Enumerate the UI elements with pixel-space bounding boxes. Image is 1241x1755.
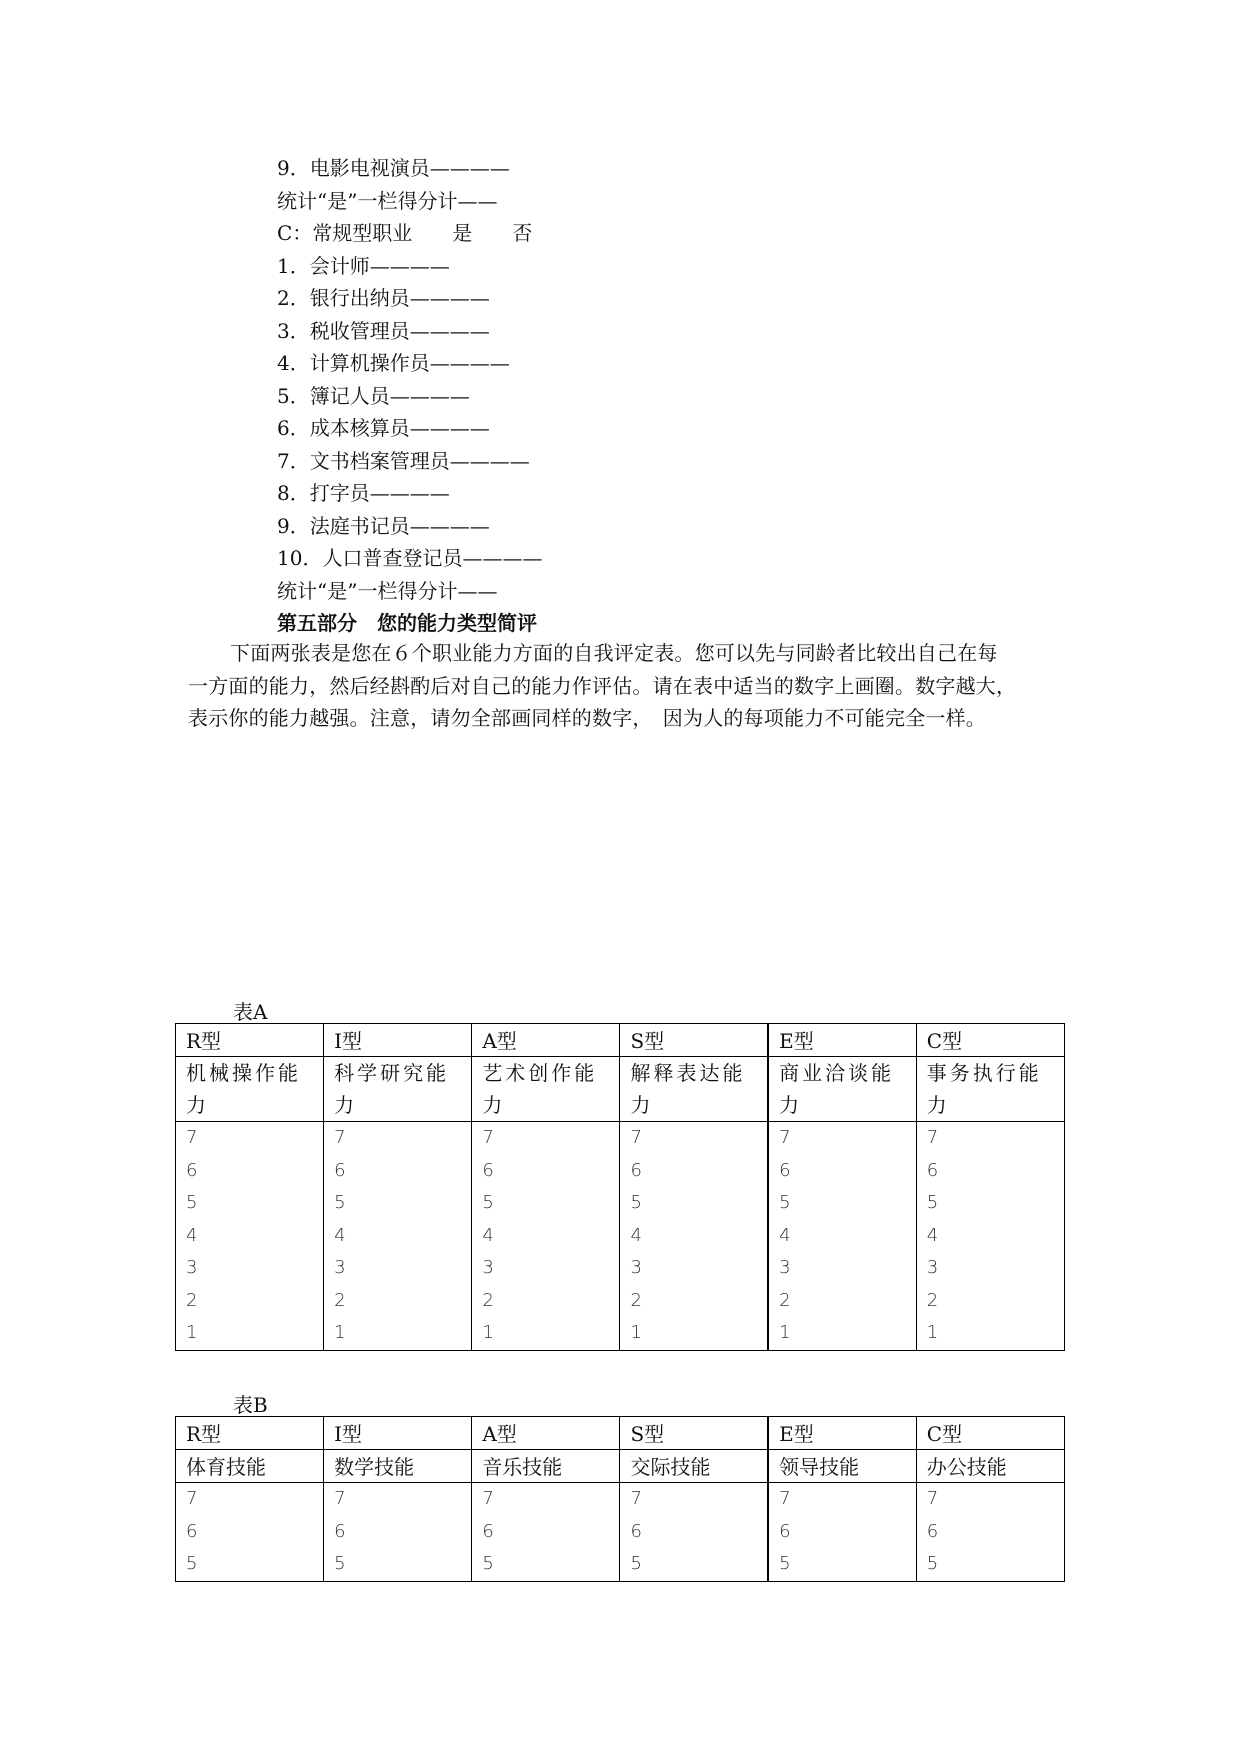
- score-cell: 7 6 5: [768, 1483, 916, 1582]
- score-cell: 7 6 5 4 3 2 1: [768, 1122, 916, 1351]
- list-line: 3．税收管理员————: [277, 318, 490, 343]
- table-cell: 事务执行能力: [916, 1057, 1064, 1122]
- score-cell: 7 6 5 4 3 2 1: [324, 1122, 472, 1351]
- table-cell: 机械操作能力: [176, 1057, 324, 1122]
- table-cell: 数学技能: [324, 1450, 472, 1483]
- table-row: [176, 1024, 1065, 1057]
- score-cell: 7 6 5: [472, 1483, 620, 1582]
- paragraph-line: 表示你的能力越强。注意，请勿全部画同样的数字， 因为人的每项能力不可能完全一样。: [188, 706, 986, 730]
- table-row: [176, 1057, 1065, 1122]
- paragraph-line: 一方面的能力，然后经斟酌后对自己的能力作评估。请在表中适当的数字上画圈。数字越大，: [188, 673, 1017, 698]
- score-cell: 7 6 5: [620, 1483, 768, 1582]
- table-cell: R型: [176, 1024, 324, 1057]
- list-line: 7．文书档案管理员————: [277, 448, 530, 473]
- score-cell: 7 6 5 4 3 2 1: [620, 1122, 768, 1351]
- table-a: [175, 1023, 1065, 1351]
- table-cell: 体育技能: [176, 1450, 324, 1483]
- table-row: [176, 1417, 1065, 1450]
- table-cell: E型: [768, 1417, 916, 1450]
- list-line: 统计“是”一栏得分计——: [277, 578, 498, 603]
- table-cell: S型: [620, 1417, 768, 1450]
- section-heading: 第五部分 您的能力类型简评: [277, 611, 537, 635]
- occupation-list: [277, 152, 1037, 640]
- table-row: [176, 1122, 1065, 1351]
- table-cell: 办公技能: [916, 1450, 1064, 1483]
- score-cell: 7 6 5 4 3 2 1: [176, 1122, 324, 1351]
- table-cell: C型: [916, 1417, 1064, 1450]
- list-line: 1．会计师————: [277, 253, 450, 278]
- intro-paragraph: [188, 637, 1063, 735]
- table-cell: 商业洽谈能力: [768, 1057, 916, 1122]
- table-b: [175, 1416, 1065, 1582]
- list-line: 10．人口普查登记员————: [277, 546, 543, 570]
- table-cell: S型: [620, 1024, 768, 1057]
- table-cell: 交际技能: [620, 1450, 768, 1483]
- table-cell: A型: [472, 1417, 620, 1450]
- table-cell: 解释表达能力: [620, 1057, 768, 1122]
- list-line: 6．成本核算员————: [277, 416, 490, 440]
- list-line: 2．银行出纳员————: [277, 286, 490, 310]
- list-line: 统计“是”一栏得分计——: [277, 188, 498, 213]
- table-cell: 音乐技能: [472, 1450, 620, 1483]
- table-cell: 艺术创作能力: [472, 1057, 620, 1122]
- list-line: 9．法庭书记员————: [277, 513, 490, 538]
- table-a-caption: 表A: [233, 1000, 268, 1024]
- table-cell: 科学研究能力: [324, 1057, 472, 1122]
- table-row: [176, 1450, 1065, 1483]
- table-cell: E型: [768, 1024, 916, 1057]
- table-row: [176, 1483, 1065, 1582]
- list-line: 5．簿记人员————: [277, 383, 470, 408]
- paragraph-line: 下面两张表是您在６个职业能力方面的自我评定表。您可以先与同龄者比较出自己在每: [230, 641, 998, 665]
- table-cell: R型: [176, 1417, 324, 1450]
- score-cell: 7 6 5: [324, 1483, 472, 1582]
- table-b-caption: 表B: [233, 1393, 268, 1417]
- score-cell: 7 6 5 4 3 2 1: [472, 1122, 620, 1351]
- list-line: 9．电影电视演员————: [277, 156, 510, 180]
- score-cell: 7 6 5: [176, 1483, 324, 1582]
- table-cell: I型: [324, 1417, 472, 1450]
- score-cell: 7 6 5: [916, 1483, 1064, 1582]
- score-cell: 7 6 5 4 3 2 1: [916, 1122, 1064, 1351]
- list-line: C：常规型职业 是 否: [277, 221, 533, 245]
- table-cell: C型: [916, 1024, 1064, 1057]
- table-cell: I型: [324, 1024, 472, 1057]
- list-line: 4．计算机操作员————: [277, 351, 510, 375]
- table-cell: 领导技能: [768, 1450, 916, 1483]
- table-cell: A型: [472, 1024, 620, 1057]
- list-line: 8．打字员————: [277, 481, 450, 505]
